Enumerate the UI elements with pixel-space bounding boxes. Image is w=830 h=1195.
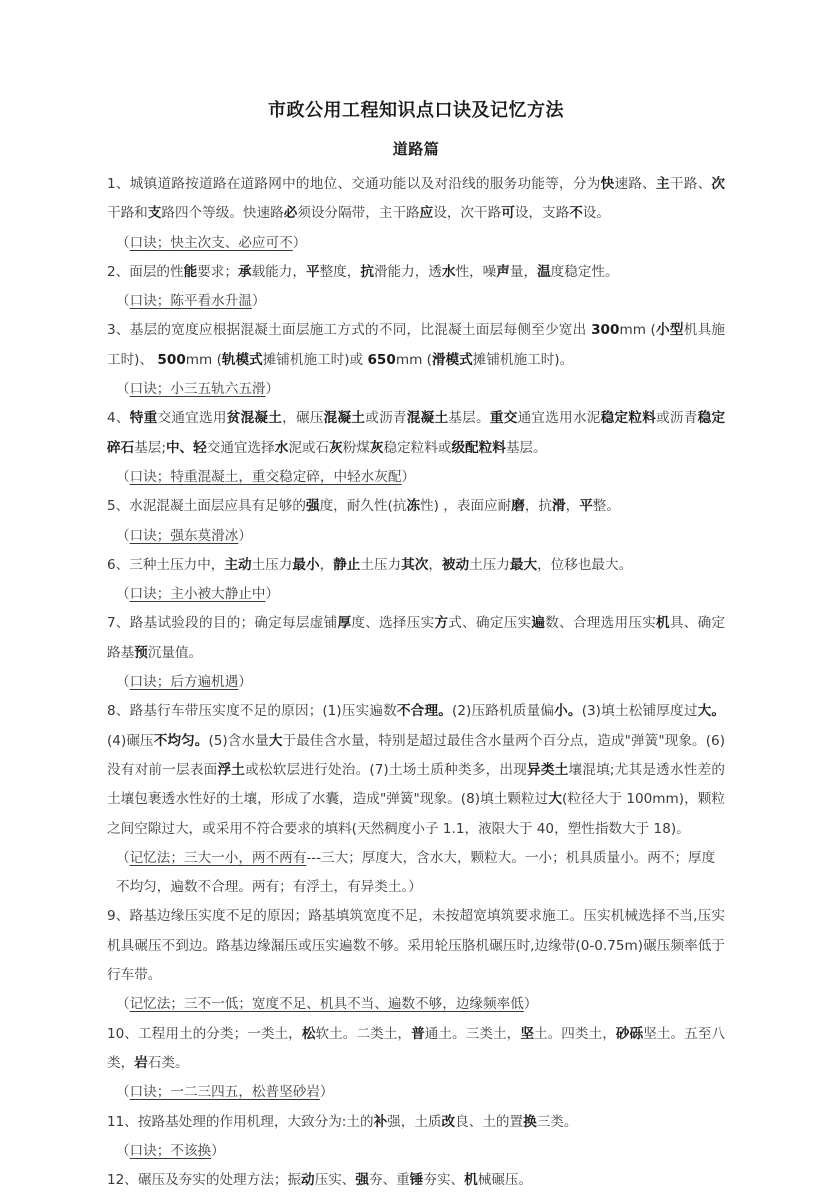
document-body <box>107 96 725 1195</box>
mnemonic-8: （记忆法；三大一小，两不两有---三大；厚度大，含水大，颗粒大。一小；机具质量小。两不；厚度不均匀，遍数不合理。两有；有浮土，有异类土。） <box>116 849 716 896</box>
item-12: 12、碾压及夯实的处理方法；振动压实、强夯、重锤夯实、机械碾压。 <box>107 1172 533 1189</box>
mnemonic-6: （口诀；主小被大静止中） <box>116 586 280 603</box>
mnemonic-4: （口诀；特重混凝土，重交稳定碎，中轻水灰配） <box>116 468 416 485</box>
item-4: 4、特重交通宜选用贫混凝土，碾压混凝土或沥青混凝土基层。重交通宜选用水泥稳定粒料或沥青稳定碎石基层;中、轻交通宜选择水泥或石灰粉煤灰稳定粒料或级配粒料基层。 <box>107 410 726 456</box>
content-blocks <box>107 170 725 1195</box>
item-6: 6、三种土压力中，主动土压力最小，静止土压力其次，被动土压力最大，位移也最大。 <box>107 556 633 573</box>
mnemonic-10: （口诀；一二三四五，松普坚砂岩） <box>116 1084 334 1101</box>
mnemonic-11: （口诀；不该换） <box>116 1142 225 1159</box>
item-11: 11、按路基处理的作用机理，大致分为:土的补强，土质改良、土的置换三类。 <box>107 1113 578 1130</box>
item-1: 1、城镇道路按道路在道路网中的地位、交通功能以及对沿线的服务功能等，分为快速路、主干路、次干路和支路四个等级。快速路必须设分隔带，主干路应设，次干路可设，支路不设。 <box>107 176 726 222</box>
section-subtitle: 道路篇 <box>392 140 440 158</box>
mnemonic-7: （口诀；后方遍机遇） <box>116 674 252 691</box>
mnemonic-3: （口诀；小三五轨六五滑） <box>116 381 280 398</box>
item-2: 2、面层的性能要求；承载能力，平整度，抗滑能力，透水性，噪声量，温度稳定性。 <box>107 263 619 280</box>
page-title: 市政公用工程知识点口诀及记忆方法 <box>268 100 564 121</box>
item-5: 5、水泥混凝土面层应具有足够的强度，耐久性(抗冻性) ，表面应耐磨，抗滑，平整。 <box>107 498 620 515</box>
item-3: 3、基层的宽度应根据混凝土面层施工方式的不同，比混凝土面层每侧至少宽出 300mm (小型机具施工时)、 500mm (轨模式摊铺机施工时)或 650mm (滑模式摊铺机施工时)。 <box>107 322 726 368</box>
item-7: 7、路基试验段的目的；确定每层虚铺厚度、选择压实方式、确定压实遍数、合理选用压实机具、确定路基预沉量值。 <box>107 615 726 661</box>
item-10: 10、工程用土的分类；一类土，松软土。二类土，普通土。三类土，坚土。四类土，砂砾坚土。五至八类，岩石类。 <box>107 1025 726 1071</box>
mnemonic-2: （口诀；陈平看水升温） <box>116 293 266 310</box>
mnemonic-1: （口诀；快主次支、必应可不） <box>116 234 307 251</box>
item-9: 9、路基边缘压实度不足的原因；路基填筑宽度不足，未按超宽填筑要求施工。压实机械选择不当,压实机具碾压不到边。路基边缘漏压或压实遍数不够。采用轮压胳机碾压时,边缘带(0-0.75m)碾压频率低于行车带。 <box>107 908 725 984</box>
item-8: 8、路基行车带压实度不足的原因；(1)压实遍数不合理。(2)压路机质量偏小。(3)填土松铺厚度过大。(4)碾压不均匀。(5)含水量大于最佳含水量，特别是超过最佳含水量两个百分点，造成"弹簧"现象。(6)没有对前一层表面浮土或松软层进行处治。(7)土场土质种类多，出现异类土壤混填;尤其是透水性差的土壤包裹透水性好的土壤，形成了水囊，造成"弹簧"现象。(8)填土颗粒过大(粒径大于 100mm)，颗粒之间空隙过大，或采用不符合要求的填料(天然稠度小子 1.1，液限大于 40，塑性指数大于 18)。 <box>107 703 726 837</box>
mnemonic-5: （口诀；强东莫滑冰） <box>116 527 252 544</box>
mnemonic-9: （记忆法；三不一低；宽度不足、机具不当、遍数不够，边缘频率低） <box>116 996 538 1013</box>
